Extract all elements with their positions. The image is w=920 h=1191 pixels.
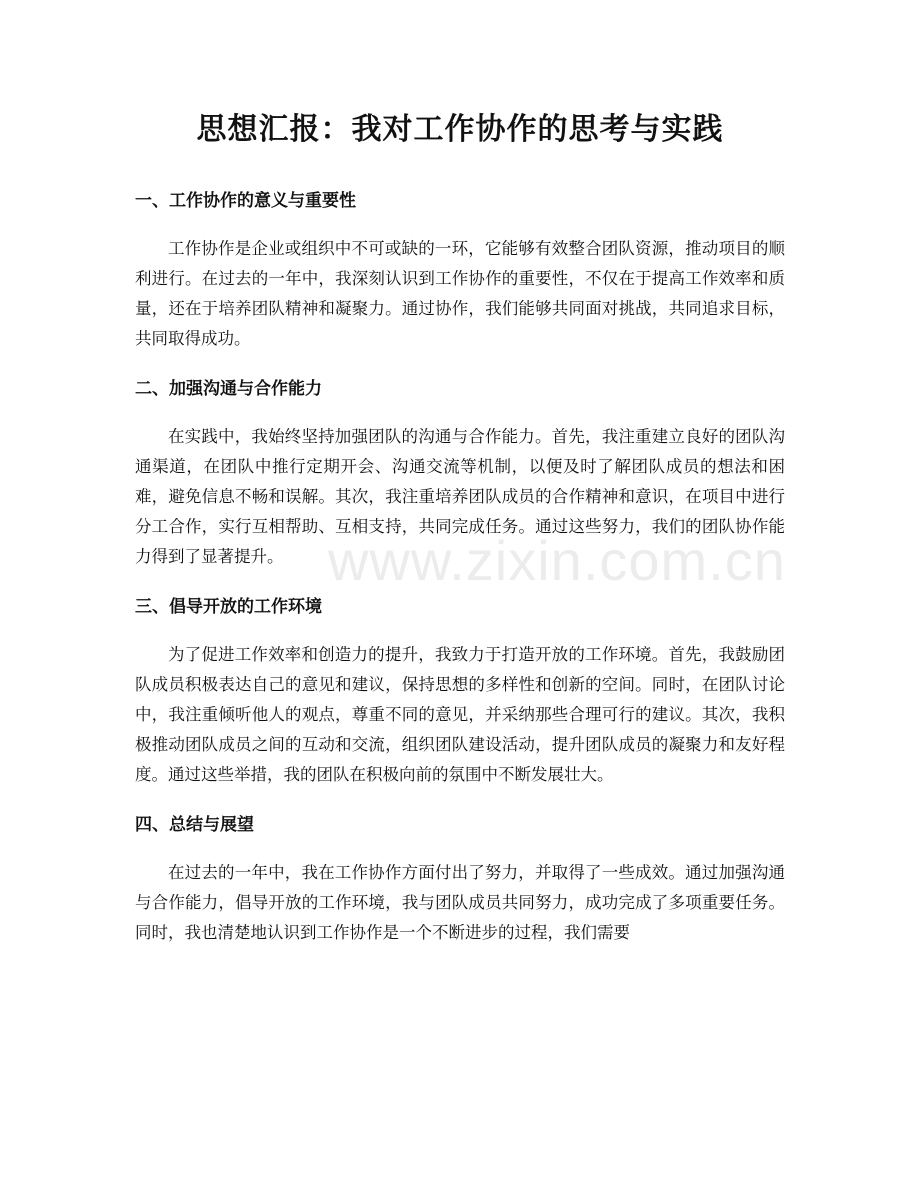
- section-heading: 四、总结与展望: [135, 815, 254, 835]
- section-1: [135, 186, 785, 354]
- section-3: [135, 592, 785, 790]
- section-paragraph: 为了促进工作效率和创造力的提升，我致力于打造开放的工作环境。首先，我鼓励团队成员积极表达自己的意见和建议，保持思想的多样性和创新的空间。同时，在团队讨论中，我注重倾听他人的观点，尊重不同的意见，并采纳那些合理可行的建议。其次，我积极推动团队成员之间的互动和交流，组织团队建设活动，提升团队成员的凝聚力和友好程度。通过这些举措，我的团队在积极向前的氛围中不断发展壮大。: [135, 645, 785, 784]
- section-4: [135, 810, 785, 948]
- section-paragraph: 在实践中，我始终坚持加强团队的沟通与合作能力。首先，我注重建立良好的团队沟通渠道，在团队中推行定期开会、沟通交流等机制，以便及时了解团队成员的想法和困难，避免信息不畅和误解。其次，我注重培养团队成员的合作精神和意识，在项目中进行分工合作，实行互相帮助、互相支持，共同完成任务。通过这些努力，我们的团队协作能力得到了显著提升。: [135, 427, 785, 566]
- section-paragraph: 工作协作是企业或组织中不可或缺的一环，它能够有效整合团队资源，推动项目的顺利进行。在过去的一年中，我深刻认识到工作协作的重要性，不仅在于提高工作效率和质量，还在于培养团队精神和凝聚力。通过协作，我们能够共同面对挑战，共同追求目标，共同取得成功。: [135, 239, 785, 348]
- section-heading: 三、倡导开放的工作环境: [135, 597, 322, 617]
- section-heading: 一、工作协作的意义与重要性: [135, 191, 356, 211]
- section-paragraph: 在过去的一年中，我在工作协作方面付出了努力，并取得了一些成效。通过加强沟通与合作能力，倡导开放的工作环境，我与团队成员共同努力，成功完成了多项重要任务。同时，我也清楚地认识到工作协作是一个不断进步的过程，我们需要: [135, 863, 785, 942]
- section-2: [135, 374, 785, 572]
- document-title: 思想汇报：我对工作协作的思考与实践: [196, 112, 724, 147]
- section-heading: 二、加强沟通与合作能力: [135, 379, 322, 399]
- watermark: www.zixin.com.cn: [328, 529, 786, 592]
